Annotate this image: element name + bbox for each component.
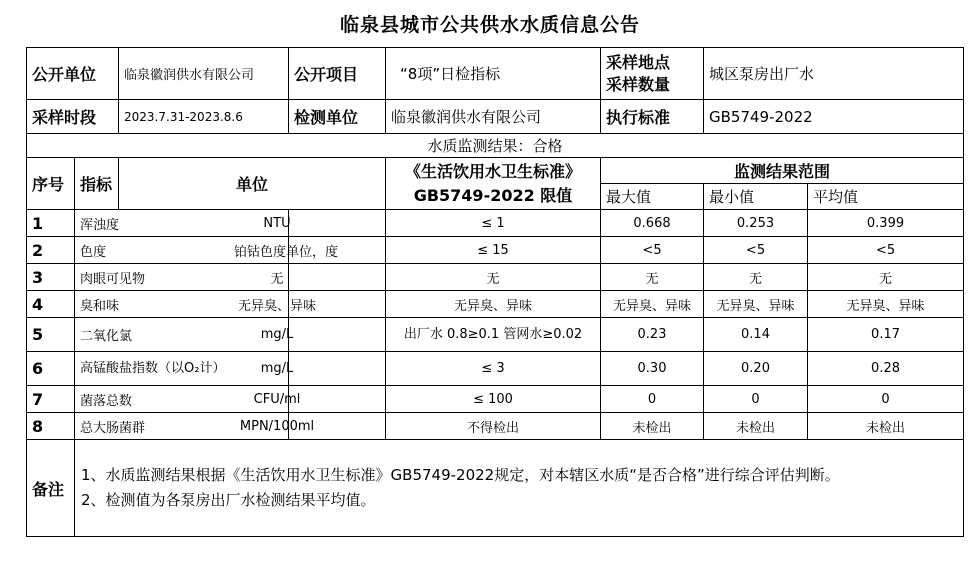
header-avg: 平均值: [808, 184, 964, 210]
row-no: 3: [27, 264, 75, 291]
note-line-2: 2、检测值为各泵房出厂水检测结果平均值。: [81, 491, 376, 509]
row-name: 菌落总数: [75, 386, 289, 413]
row-unit: MPN/100ml: [229, 413, 326, 440]
row-no: 8: [27, 413, 75, 440]
site-label: 采样地点: [606, 52, 671, 72]
lab-label: 检测单位: [289, 100, 386, 134]
row-unit: 无: [229, 264, 326, 291]
row-no: 7: [27, 386, 75, 413]
row-unit: mg/L: [229, 352, 326, 386]
result-line: 水质监测结果：合格: [27, 134, 964, 158]
row-avg: 0: [808, 386, 964, 413]
row-max: 0.30: [601, 352, 704, 386]
row-max: <5: [601, 237, 704, 264]
row-min: 0.253: [704, 210, 808, 237]
row-limit: ≤ 15: [386, 237, 601, 264]
item-value: “8项”日检指标: [386, 48, 601, 100]
notes-label: 备注: [27, 440, 75, 537]
row-unit: mg/L: [229, 318, 326, 352]
header-limit: GB5749-2022 限值: [413, 185, 573, 205]
row-min: <5: [704, 237, 808, 264]
table-row: [27, 291, 964, 318]
row-avg: 0.399: [808, 210, 964, 237]
row-limit: 出厂水 0.8≥0.1 管网水≥0.02: [386, 318, 601, 352]
row-min: 0.14: [704, 318, 808, 352]
row-unit: 铂钴色度单位，度: [229, 237, 326, 264]
row-limit: 不得检出: [386, 413, 601, 440]
row-min: 无异臭、异味: [704, 291, 808, 318]
period-label: 采样时段: [27, 100, 119, 134]
row-name: 高锰酸盐指数（以O₂计）: [75, 352, 289, 386]
row-limit: ≤ 100: [386, 386, 601, 413]
row-avg: <5: [808, 237, 964, 264]
row-max: 无: [601, 264, 704, 291]
row-limit: 无: [386, 264, 601, 291]
count-label: 采样数量: [606, 74, 671, 94]
row-unit: CFU/ml: [229, 386, 326, 413]
row-name: 浑浊度: [75, 210, 289, 237]
row-avg: 无异臭、异味: [808, 291, 964, 318]
table-row: [27, 413, 964, 440]
header-max: 最大值: [601, 184, 704, 210]
row-no: 4: [27, 291, 75, 318]
note-line-1: 1、水质监测结果根据《生活饮用水卫生标准》GB5749-2022规定，对本辖区水质“是否合格”进行综合评估判断。: [81, 466, 840, 484]
standard-value: GB5749-2022: [704, 100, 964, 134]
row-avg: 未检出: [808, 413, 964, 440]
water-quality-table: [26, 47, 964, 537]
row-min: 0: [704, 386, 808, 413]
table-row: [27, 386, 964, 413]
row-no: 2: [27, 237, 75, 264]
header-no: 序号: [27, 158, 75, 210]
page-title: 临泉县城市公共供水水质信息公告: [339, 14, 640, 36]
row-max: 0.23: [601, 318, 704, 352]
item-label: 公开项目: [289, 48, 386, 100]
row-max: 未检出: [601, 413, 704, 440]
site-value: 城区泵房出厂水: [704, 48, 964, 100]
header-min: 最小值: [704, 184, 808, 210]
row-name: 肉眼可见物: [75, 264, 289, 291]
row-unit: 无异臭、异味: [229, 291, 326, 318]
unit-label: 公开单位: [27, 48, 119, 100]
row-no: 1: [27, 210, 75, 237]
unit-value: 临泉徽润供水有限公司: [119, 48, 289, 100]
lab-value: 临泉徽润供水有限公司: [386, 100, 601, 134]
row-min: 0.20: [704, 352, 808, 386]
header-standard: 《生活饮用水卫生标准》: [405, 161, 582, 181]
standard-label: 执行标准: [601, 100, 704, 134]
row-avg: 0.28: [808, 352, 964, 386]
row-max: 无异臭、异味: [601, 291, 704, 318]
row-name: 色度: [75, 237, 289, 264]
row-unit: NTU: [229, 210, 326, 237]
table-row: [27, 264, 964, 291]
period-value: 2023.7.31-2023.8.6: [119, 100, 289, 134]
row-max: 0.668: [601, 210, 704, 237]
header-index: 指标: [75, 158, 119, 210]
row-name: 臭和味: [75, 291, 289, 318]
header-unit: 单位: [119, 158, 386, 210]
row-no: 5: [27, 318, 75, 352]
table-row: [27, 210, 964, 237]
row-min: 未检出: [704, 413, 808, 440]
row-name: 二氧化氯: [75, 318, 289, 352]
row-name: 总大肠菌群: [75, 413, 289, 440]
row-avg: 无: [808, 264, 964, 291]
row-limit: 无异臭、异味: [386, 291, 601, 318]
row-min: 无: [704, 264, 808, 291]
table-row: [27, 237, 964, 264]
table-row: [27, 318, 964, 352]
header-range: 监测结果范围: [601, 158, 964, 184]
row-no: 6: [27, 352, 75, 386]
row-limit: ≤ 1: [386, 210, 601, 237]
row-limit: ≤ 3: [386, 352, 601, 386]
row-max: 0: [601, 386, 704, 413]
row-avg: 0.17: [808, 318, 964, 352]
table-row: [27, 352, 964, 386]
